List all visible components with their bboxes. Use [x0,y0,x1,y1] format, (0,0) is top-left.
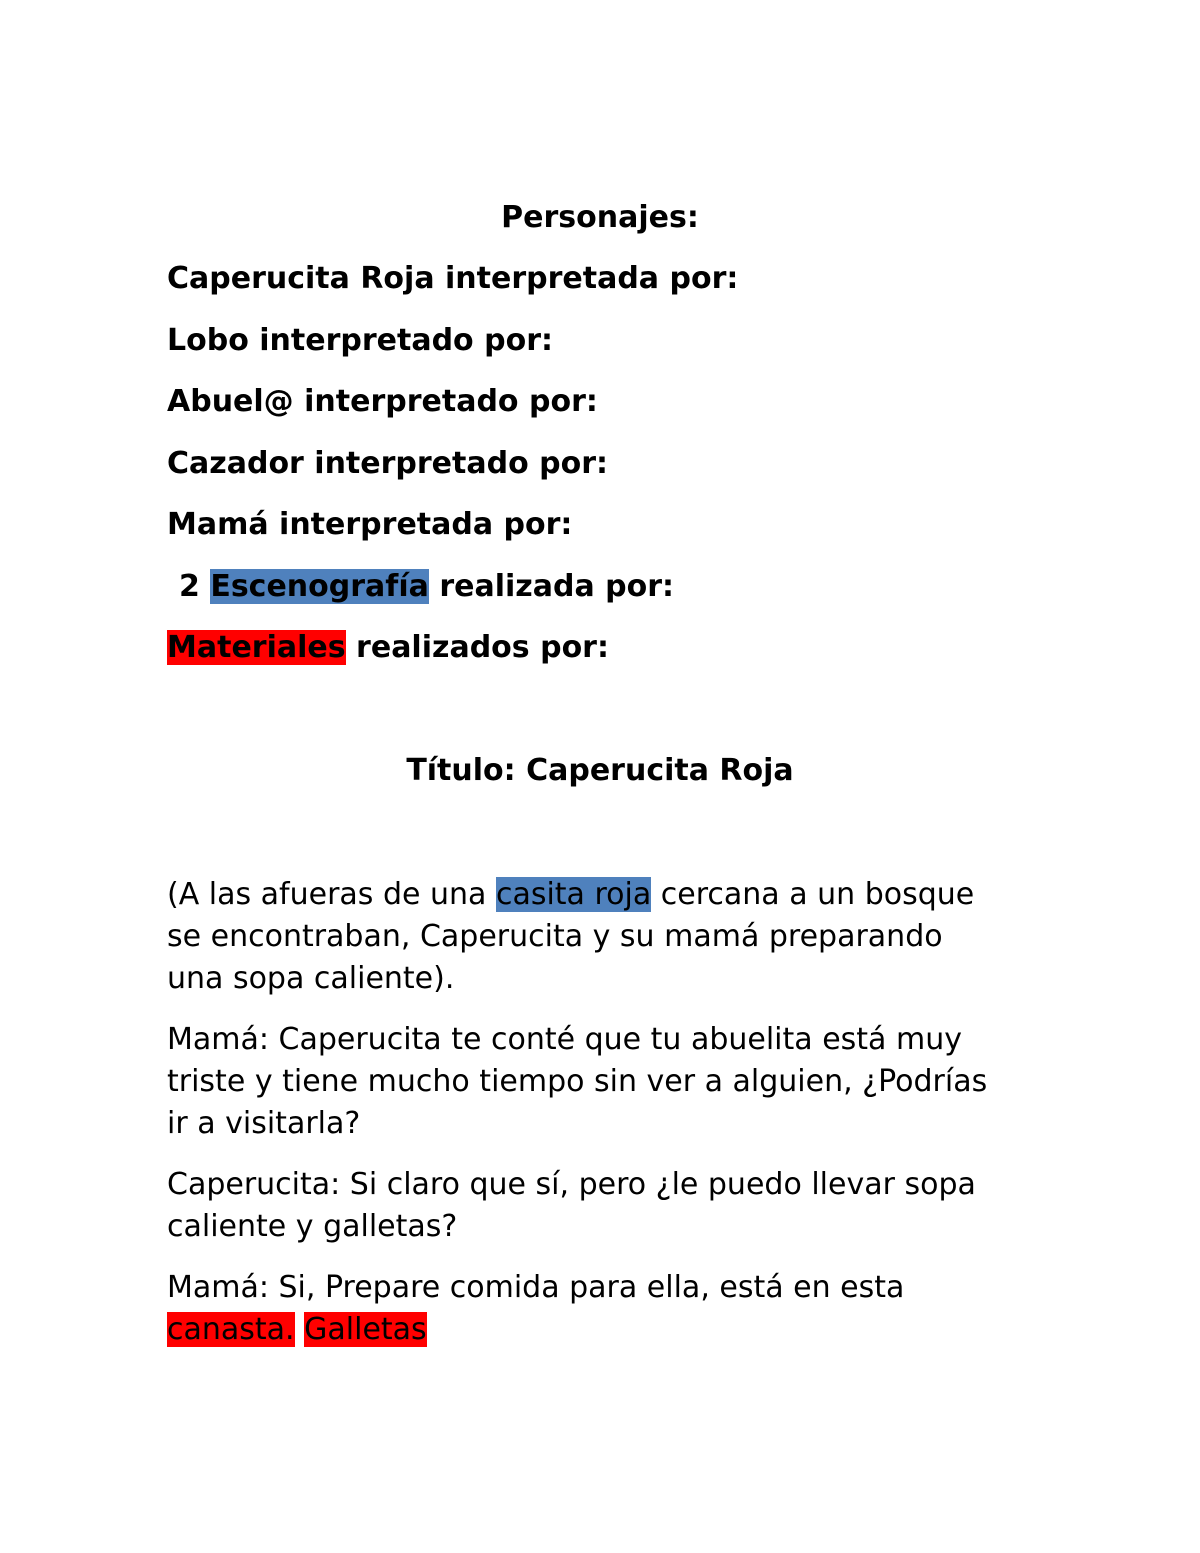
stage-direction-line [167,874,974,916]
role-line: Mamá interpretada por: [167,507,573,542]
scenery-line [179,567,674,607]
stage-direction-line: se encontraban, Caperucita y su mamá preparando [167,919,943,954]
dialogue-line: Caperucita: Si claro que sí, pero ¿le puedo llevar sopa [167,1167,976,1202]
scenery-prefix: 2 [179,569,200,604]
materials-rest: realizados por: [356,630,609,665]
materials-highlight: Materiales [167,630,346,665]
scenery-highlight: Escenografía [210,569,429,604]
stage-direction-before: (A las afueras de una [167,877,487,912]
dialogue-line: Mamá: Caperucita te conté que tu abuelita está muy [167,1022,962,1057]
stage-direction-line: una sopa caliente). [167,961,455,996]
role-line: Lobo interpretado por: [167,323,553,358]
highlight-canasta: canasta. [167,1312,295,1347]
stage-direction-after: cercana a un bosque [660,877,975,912]
play-title: Título: Caperucita Roja [406,753,794,788]
scenery-rest: realizada por: [439,569,675,604]
stage-direction-highlight: casita roja [495,877,652,912]
role-line: Cazador interpretado por: [167,446,609,481]
role-line: Abuel@ interpretado por: [167,384,598,419]
dialogue-line: Mamá: Si, Prepare comida para ella, está en esta [167,1270,905,1305]
dialogue-line: triste y tiene mucho tiempo sin ver a alguien, ¿Podrías [167,1064,988,1099]
dialogue-line: caliente y galletas? [167,1209,458,1244]
cast-heading: Personajes: [501,200,699,235]
highlight-galletas: Galletas [304,1312,427,1347]
dialogue-highlight-line [167,1309,427,1351]
dialogue-line: ir a visitarla? [167,1106,361,1141]
materials-line [167,628,609,668]
role-line: Caperucita Roja interpretada por: [167,261,739,296]
